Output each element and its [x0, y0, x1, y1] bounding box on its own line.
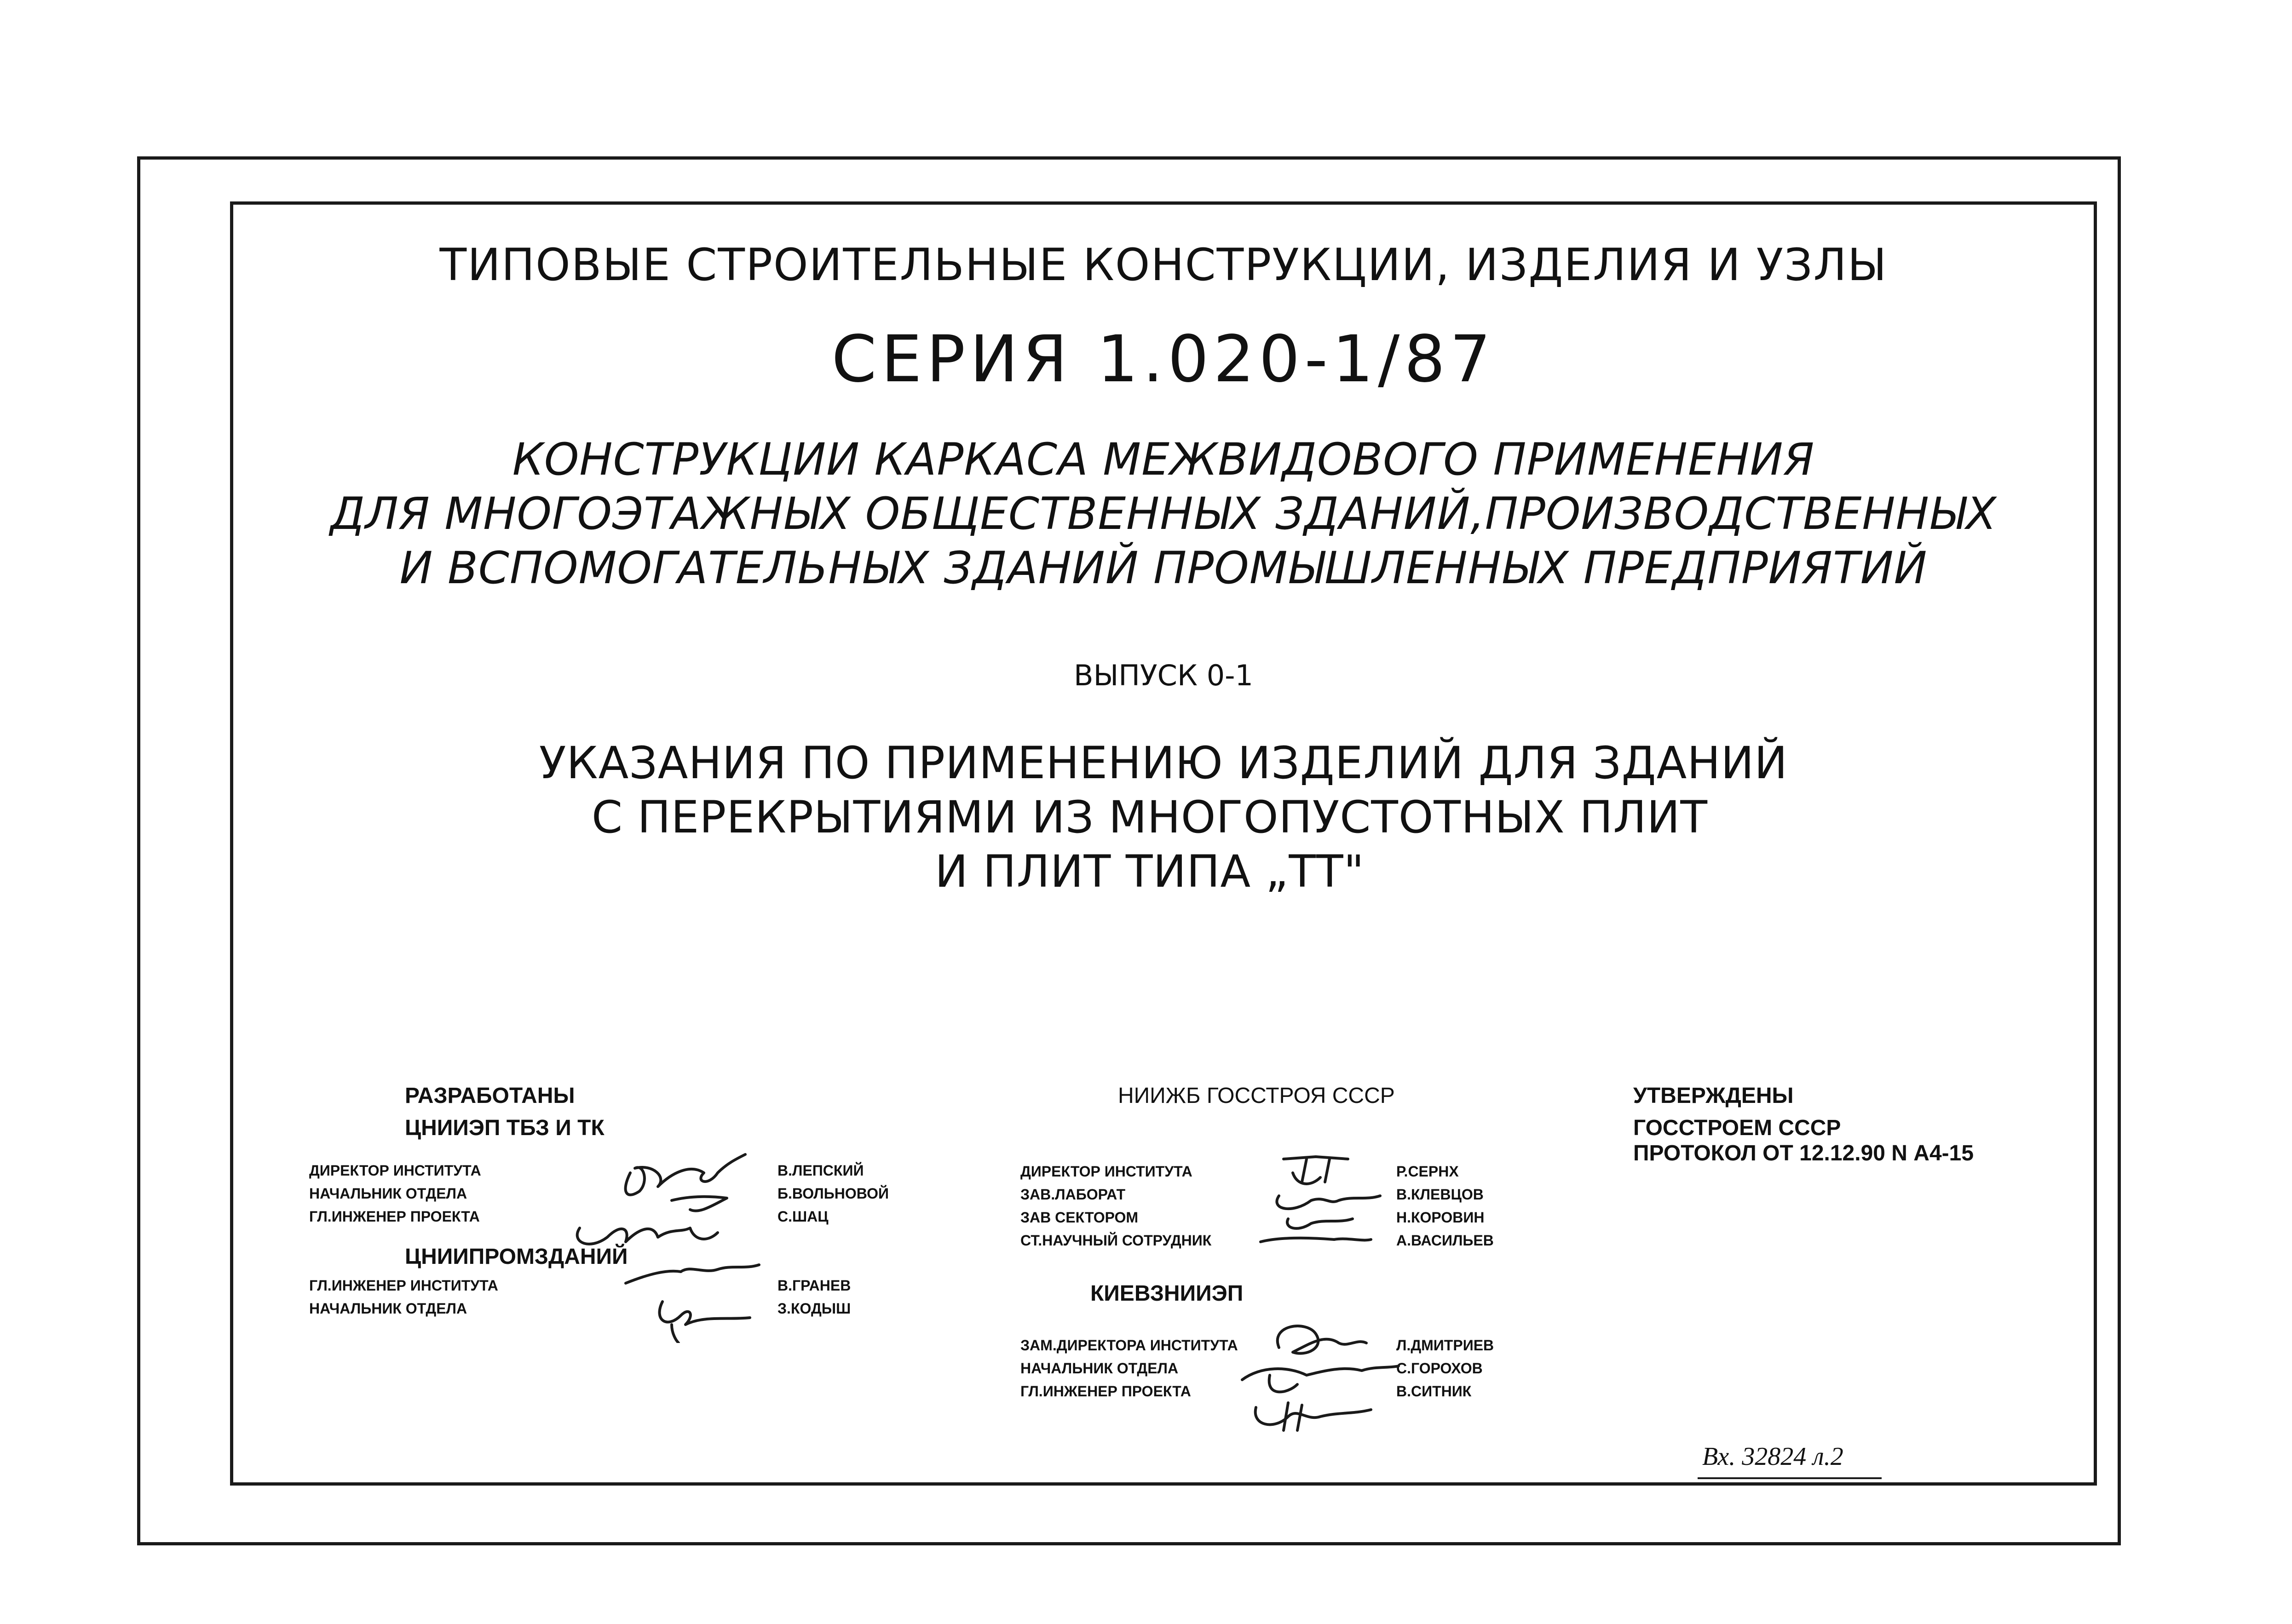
role-label: СТ.НАУЧНЫЙ СОТРУДНИК [1020, 1232, 1212, 1249]
signature-stroke [1284, 1403, 1302, 1430]
issue-label: ВЫПУСК 0-1 [1074, 659, 1253, 692]
signature-stroke [1284, 1157, 1348, 1184]
person-name: В.ЛЕПСКИЙ [777, 1162, 864, 1179]
signature-stroke [672, 1197, 727, 1211]
approved-heading: УТВЕРЖДЕНЫ [1633, 1084, 1794, 1108]
signature-stroke [1287, 1219, 1353, 1228]
person-name: Б.ВОЛЬНОВОЙ [777, 1185, 889, 1202]
developer-names-2 [777, 1274, 851, 1320]
person-name: З.КОДЫШ [777, 1300, 851, 1317]
signature-stroke [1277, 1196, 1380, 1209]
subtitle-line: С ПЕРЕКРЫТИЯМИ ИЗ МНОГОПУСТОТНЫХ ПЛИТ [591, 792, 1708, 843]
signature-stroke [1261, 1238, 1371, 1242]
inventory-underline [1698, 1477, 1882, 1479]
developed-heading: РАЗРАБОТАНЫ [405, 1084, 575, 1108]
niizhb-org: НИИЖБ ГОССТРОЯ СССР [1118, 1084, 1395, 1108]
series-title: СЕРИЯ 1.020-1/87 [831, 322, 1496, 397]
signature-group-middle-1 [1251, 1145, 1399, 1256]
kievzniiep-names [1396, 1334, 1494, 1403]
role-label: ГЛ.ИНЖЕНЕР ИНСТИТУТА [309, 1277, 498, 1294]
role-label: ЗАМ.ДИРЕКТОРА ИНСТИТУТА [1020, 1337, 1238, 1354]
subtitle-line: И ПЛИТ ТИПА „ТТ" [935, 846, 1365, 897]
subtitle-line: УКАЗАНИЯ ПО ПРИМЕНЕНИЮ ИЗДЕЛИЙ ДЛЯ ЗДАНИЙ [539, 737, 1788, 789]
developer-roles-2 [309, 1274, 498, 1320]
role-label: НАЧАЛЬНИК ОТДЕЛА [309, 1300, 467, 1317]
developer-names-1 [777, 1159, 889, 1228]
inventory-number: Вх. 32824 л.2 [1702, 1442, 1843, 1471]
signature-stroke [1255, 1407, 1371, 1424]
document-subtitle [230, 736, 2097, 899]
niizhb-roles [1020, 1160, 1211, 1252]
document-title [230, 432, 2097, 595]
person-name: В.ГРАНЕВ [777, 1277, 851, 1294]
signature-stroke [672, 1325, 679, 1343]
signature-stroke [626, 1154, 745, 1195]
role-label: ЗАВ СЕКТОРОМ [1020, 1209, 1139, 1226]
kievzniiep-org: КИЕВЗНИИЭП [1090, 1281, 1244, 1306]
person-name: Н.КОРОВИН [1396, 1209, 1485, 1226]
title-line: КОНСТРУКЦИИ КАРКАСА МЕЖВИДОВОГО ПРИМЕНЕНИЯ [512, 434, 1815, 485]
signature-stroke [1278, 1326, 1366, 1353]
person-name: Л.ДМИТРИЕВ [1396, 1337, 1494, 1354]
signature-group-left-1 [552, 1136, 773, 1256]
signature-stroke [577, 1228, 718, 1244]
niizhb-names [1396, 1160, 1494, 1252]
signature-stroke [1242, 1366, 1399, 1380]
developer-roles-1 [309, 1159, 481, 1228]
header-title: ТИПОВЫЕ СТРОИТЕЛЬНЫЕ КОНСТРУКЦИИ, ИЗДЕЛИЯ И УЗЛЫ [439, 239, 1888, 291]
role-label: ГЛ.ИНЖЕНЕР ПРОЕКТА [1020, 1383, 1191, 1400]
role-label: ДИРЕКТОР ИНСТИТУТА [309, 1162, 481, 1179]
kievzniiep-roles [1020, 1334, 1238, 1403]
developer-org-1: ЦНИИЭП ТБЗ И ТК [405, 1116, 605, 1140]
role-label: ЗАВ.ЛАБОРАТ [1020, 1186, 1126, 1203]
role-label: ГЛ.ИНЖЕНЕР ПРОЕКТА [309, 1208, 480, 1225]
developer-org-2: ЦНИИПРОМЗДАНИЙ [405, 1245, 628, 1269]
role-label: ДИРЕКТОР ИНСТИТУТА [1020, 1163, 1192, 1180]
signature-stroke [1269, 1375, 1297, 1392]
title-line: И ВСПОМОГАТЕЛЬНЫХ ЗДАНИЙ ПРОМЫШЛЕННЫХ ПРЕДПРИЯТИЙ [399, 542, 1928, 594]
role-label: НАЧАЛЬНИК ОТДЕЛА [309, 1185, 467, 1202]
person-name: А.ВАСИЛЬЕВ [1396, 1232, 1494, 1249]
person-name: С.ГОРОХОВ [1396, 1360, 1483, 1377]
role-label: НАЧАЛЬНИК ОТДЕЛА [1020, 1360, 1179, 1377]
person-name: Р.СЕРНХ [1396, 1163, 1459, 1180]
signature-stroke [626, 1265, 759, 1283]
approved-by: ГОССТРОЕМ СССР [1633, 1116, 1841, 1140]
protocol-line: ПРОТОКОЛ ОТ 12.12.90 N А4-15 [1633, 1141, 1974, 1165]
person-name: В.КЛЕВЦОВ [1396, 1186, 1484, 1203]
person-name: С.ШАЦ [777, 1208, 829, 1225]
signature-group-middle-2 [1215, 1315, 1408, 1440]
signature-stroke [660, 1302, 750, 1325]
person-name: В.СИТНИК [1396, 1383, 1472, 1400]
title-line: ДЛЯ МНОГОЭТАЖНЫХ ОБЩЕСТВЕННЫХ ЗДАНИЙ,ПРОИЗВОДСТВЕННЫХ [330, 488, 1997, 539]
signature-group-left-2 [598, 1251, 773, 1343]
